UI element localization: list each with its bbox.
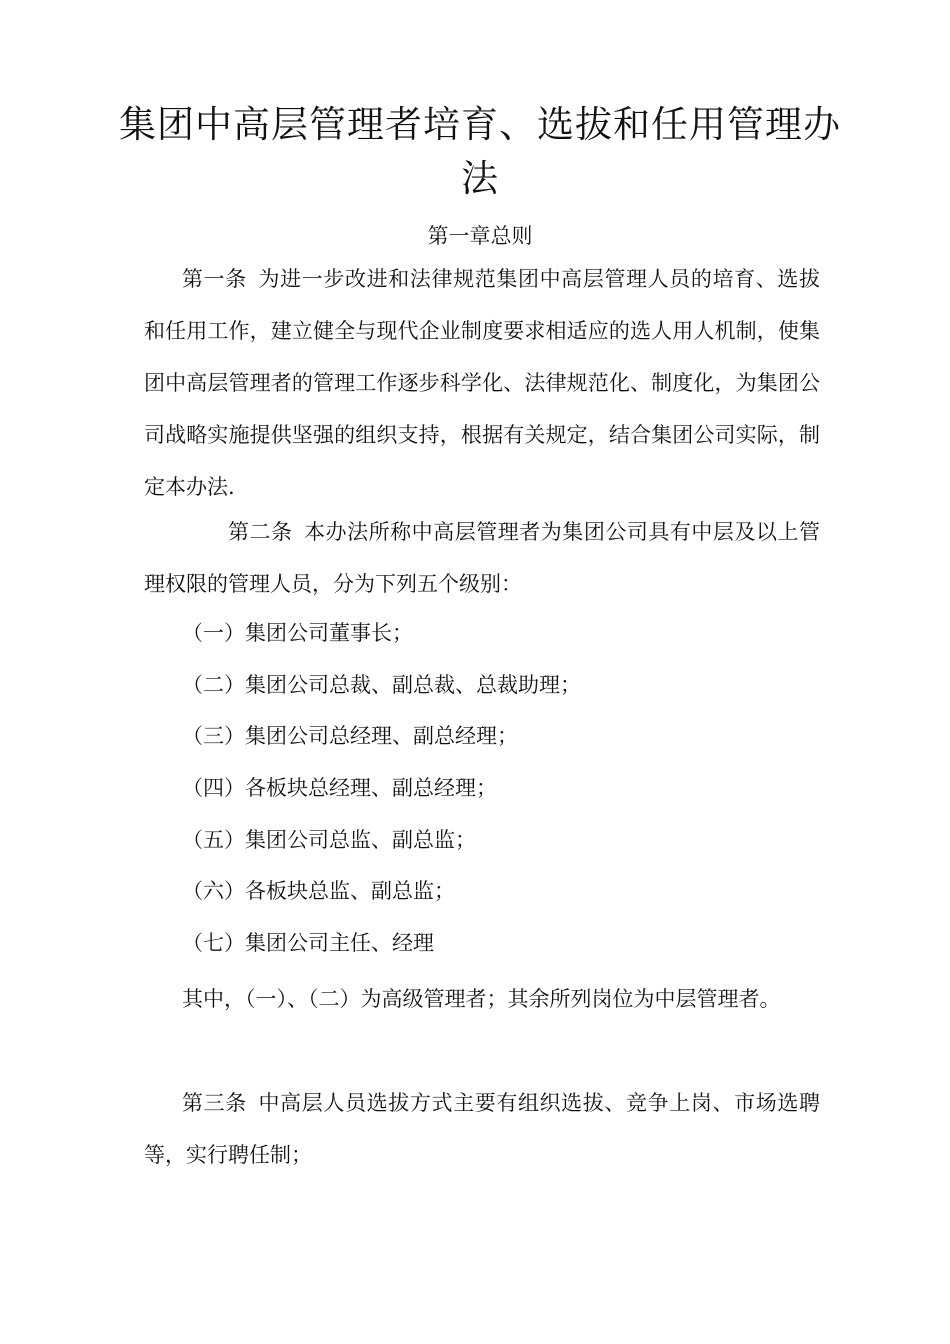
article-2-label: 第二条	[228, 520, 293, 544]
management-level-note: 其中，（一）、（二）为高级管理者；其余所列岗位为中层管理者。	[182, 987, 781, 1011]
level-item-7: （七）集团公司主任、经理	[182, 931, 434, 955]
level-item-1: （一）集团公司董事长；	[182, 621, 413, 645]
article-1	[144, 253, 820, 513]
article-3	[144, 1077, 820, 1181]
chapter-heading: 第一章总则	[427, 224, 533, 248]
article-2-text: 本办法所称中高层管理者为集团公司具有中层及以上管理权限的管理人员，分为下列五个级别：	[144, 520, 821, 596]
article-3-label: 第三条	[182, 1091, 247, 1115]
level-item-3: （三）集团公司总经理、副总经理；	[182, 724, 518, 748]
level-item-6: （六）各板块总监、副总监；	[182, 879, 455, 903]
document-title: 集团中高层管理者培育、选拔和任用管理办法	[119, 103, 841, 200]
article-3-text: 中高层人员选拔方式主要有组织选拔、竞争上岗、市场选聘等，实行聘任制；	[144, 1091, 821, 1167]
article-2	[144, 506, 820, 610]
level-item-4: （四）各板块总经理、副总经理；	[182, 776, 497, 800]
article-1-label: 第一条	[182, 267, 247, 291]
level-item-2: （二）集团公司总裁、副总裁、总裁助理；	[182, 673, 581, 697]
article-1-text: 为进一步改进和法律规范集团中高层管理人员的培育、选拔和任用工作，建立健全与现代企业制度要求相适应的选人用人机制，使集团中高层管理者的管理工作逐步科学化、法律规范化、制度化，为集团公司战略实施提供坚强的组织支持，根据有关规定，结合集团公司实际，制定本办法.	[144, 267, 821, 499]
level-item-5: （五）集团公司总监、副总监；	[182, 828, 476, 852]
